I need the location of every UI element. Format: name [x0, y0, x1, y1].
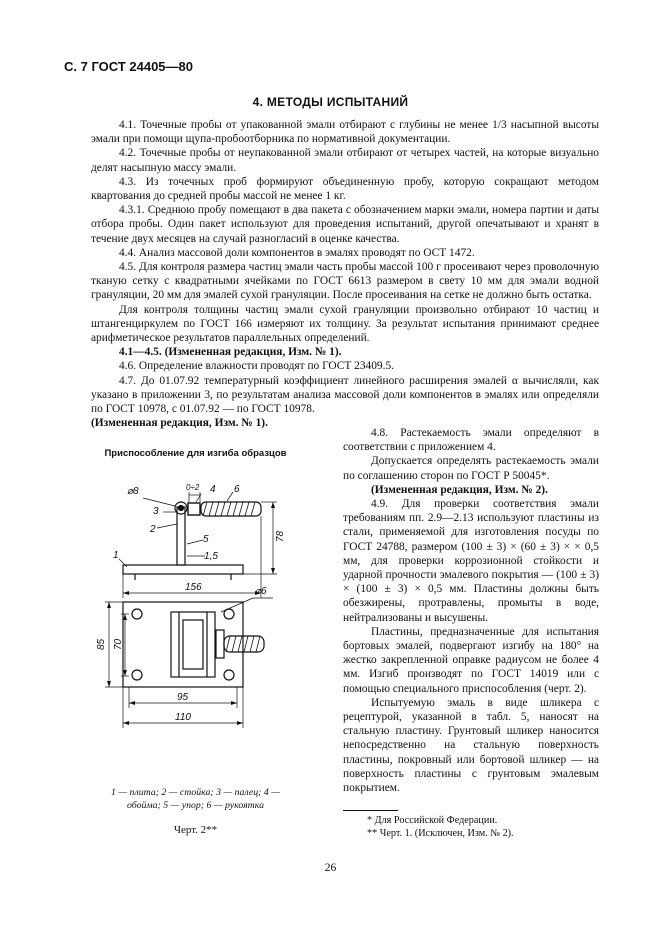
clip-side — [188, 503, 200, 515]
dim-78: 78 — [275, 530, 286, 542]
paragraph-4-9-final: Испытуемую эмаль в виде шликера с рецептурой, указанной в табл. 5, наносят на стальную пластину. Грунтовый шликер наносится непосредственно на стальную поверхность пластины, покровный или бортовой шликер — на поверхность пластины с грунтовым эмалевым покрытием. — [343, 696, 599, 795]
paragraph-4-5: 4.5. Для контроля размера частиц эмали часть пробы массой 100 г просеивают через проволочную тканую сетку с квадратными ячейками по ГОСТ 6613 размером в свету 10 мм для эмали водной грануляции, 20 мм для эмалей сухой грануляции. После просеивания на сетке не должно быть остатка. — [91, 261, 599, 302]
label-3: 3 — [153, 506, 159, 517]
stand-side — [177, 507, 185, 565]
dim-d6: ⌀6 — [255, 586, 267, 597]
label-6: 6 — [234, 484, 240, 495]
dim-85: 85 — [96, 638, 107, 650]
edition-note-1: 4.1—4.5. (Измененная редакция, Изм. № 1). — [119, 346, 342, 359]
base-plate-side — [123, 565, 243, 574]
dim-70: 70 — [113, 638, 124, 650]
dim-110: 110 — [175, 712, 191, 723]
dim-156: 156 — [185, 582, 202, 593]
edition-note-2: (Измененная редакция, Изм. № 1). — [91, 417, 268, 430]
paragraph-4-3: 4.3. Из точечных проб формируют объединенную пробу, которую сокращают методом квартования до средней пробы массой не менее 1 кг. — [91, 175, 599, 203]
paragraph-4-4: 4.4. Анализ массовой доли компонентов в эмалях проводят по ОСТ 1472. — [119, 246, 475, 259]
footnote-1: * Для Российской Федерации. — [367, 815, 498, 826]
figure-legend: 1 — плита; 2 — стойка; 3 — палец; 4 — обойма; 5 — упор; 6 — рукоятка — [111, 787, 280, 811]
label-5: 5 — [203, 534, 209, 545]
paragraph-4-8: 4.8. Растекаемость эмали определяют в соответствии с приложением 4. — [343, 427, 599, 454]
page-header: С. 7 ГОСТ 24405—80 — [64, 59, 193, 74]
figure-label: Черт. 2** — [173, 824, 218, 836]
right-column-text — [343, 426, 599, 795]
page-number: 26 — [324, 862, 337, 874]
footnotes — [343, 814, 599, 840]
paragraph-4-8-continued: Допускается определять растекаемость эмали по соглашению сторон по ГОСТ Р 50045*. — [343, 455, 599, 482]
dim-d8: ⌀8 — [127, 486, 139, 497]
paragraph-4-9: 4.9. Для проверки соответствия эмали требованиям пп. 2.9—2.13 используют пластины из стали, применяемой для изготовления посуды по ГОСТ 24788, размером (100 ± 3) × (60 ± 3) × × 0,5 мм, для проверки коррозионной стойкости и ударной прочности эмалевого покрытия — (100 ± 3) × (100 ± 3) × 0,5 мм. Пластины должны быть обезжирены, протравлены, промыты в воде, нейтрализованы и высушены. — [343, 498, 599, 624]
paragraph-4-1: 4.1. Точечные пробы от упакованной эмали отбирают с глубины не менее 1/3 насыпной высоты эмали при помощи щупа-пробоотборника по нормативной документации. — [91, 119, 599, 146]
label-2: 2 — [150, 524, 156, 535]
full-width-text — [91, 118, 599, 430]
clamp-plan — [171, 612, 215, 677]
edition-note-3: (Измененная редакция, Изм. № 2). — [371, 483, 548, 496]
paragraph-4-5-continued: Для контроля толщины частиц эмали сухой грануляции произвольно отбирают 10 частиц и штангенциркулем по ГОСТ 166 измеряют их толщину. За результат испытания принимают среднее арифметическое результатов параллельных определений. — [91, 303, 599, 345]
paragraph-4-7: 4.7. До 01.07.92 температурный коэффициент линейного расширения эмалей α вычисляли, как указано в приложении 3, по результатам анализа массовой доли компонентов в эмалях или определяли по ГОСТ 10978, с 01.07.92 — по ГОСТ 10978. — [91, 374, 599, 416]
footnote-divider — [343, 810, 398, 811]
paragraph-4-6: 4.6. Определение влажности проводят по ГОСТ 23409.5. — [119, 360, 395, 373]
section-title: 4. МЕТОДЫ ИСПЫТАНИЙ — [252, 95, 409, 109]
paragraph-4-3-1: 4.3.1. Среднюю пробу помещают в два пакета с обозначением марки эмали, номера партии и даты отбора пробы. Один пакет используют для проведения испытаний, другой опечатывают и хранят в течение двух месяцев на случай разногласий в оценке качества. — [91, 204, 599, 245]
dim-1-5: 1,5 — [204, 551, 218, 562]
bending-fixture-drawing — [93, 462, 303, 784]
label-4: 4 — [210, 484, 216, 495]
figure-caption: Приспособление для изгиба образцов — [104, 448, 287, 459]
paragraph-4-2: 4.2. Точечные пробы от неупакованной эмали отбирают от четырех частей, на которые визуально делят насыпную массу эмали. — [91, 147, 599, 174]
dim-tolerance: 0÷2 — [186, 483, 200, 492]
dim-95: 95 — [177, 692, 189, 703]
paragraph-4-9-continued: Пластины, предназначенные для испытания бортовых эмалей, подвергают изгибу на 180° на жестко закрепленной оправке радиусом не более 4 мм. Изгиб производят по ГОСТ 14019 или с помощью специального приспособления (черт. 2). — [343, 625, 599, 695]
footnote-2: ** Черт. 1. (Исключен, Изм. № 2). — [367, 828, 514, 839]
label-1: 1 — [113, 550, 119, 561]
